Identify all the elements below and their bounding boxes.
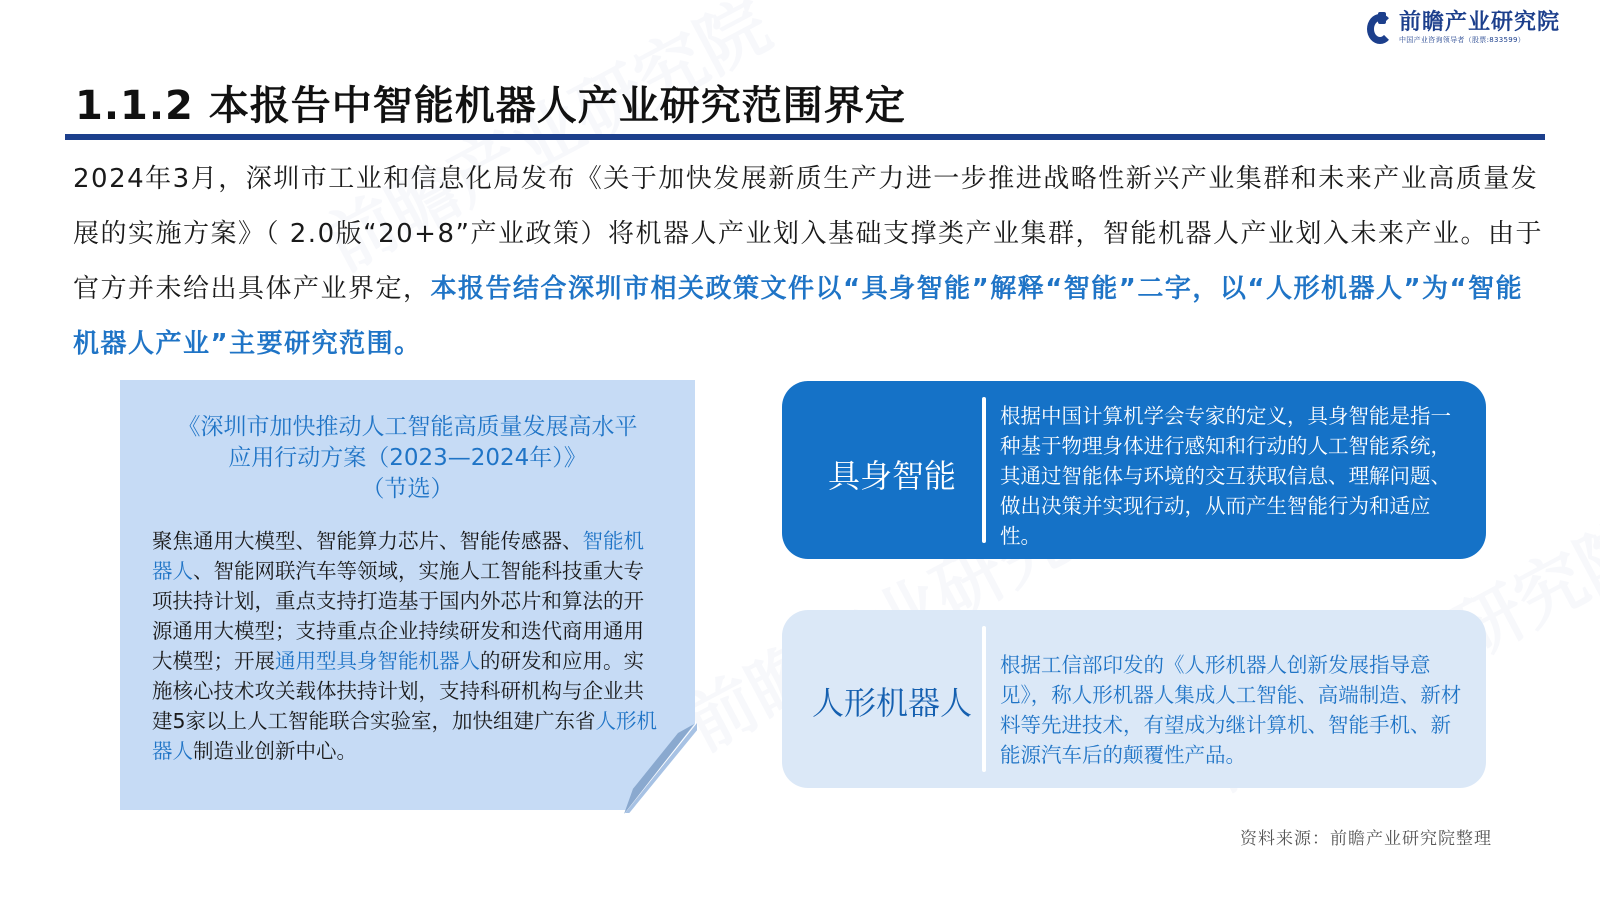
excerpt-text: 制造业创新中心。 bbox=[193, 739, 357, 763]
brand-logo bbox=[1367, 10, 1560, 46]
excerpt-highlight: 通用型具身智能机器人 bbox=[275, 649, 480, 673]
panel-divider bbox=[982, 626, 986, 772]
excerpt-text: 的研发和应用。实施核心技术攻关载体扶持计划，支持科研机构与企业共建5家以上人工智能联合实验室，加快组建广东省 bbox=[152, 649, 644, 733]
excerpt-text: 聚焦通用大模型、智能算力芯片、智能传感器、 bbox=[152, 529, 583, 553]
panel-text: 根据中国计算机学会专家的定义，具身智能是指一种基于物理身体进行感知和行动的人工智能系统，其通过智能体与环境的交互获取信息、理解问题、做出决策并实现行动，从而产生智能行为和适应性。 bbox=[1000, 404, 1451, 548]
intro-text: 2024年3月，深圳市工业和信息化局发布《关于加快发展新质生产力进一步推进战略性新兴产业集群和未来产业高质量发展的实施方案》（ 2.0版“20+8”产业政策）将机器人产业划入基础支撑类产业集群，智能机器人产业划入未来产业。由于官方并未给出具体产业界定， bbox=[73, 164, 1543, 304]
definition-panel-humanoid-robot bbox=[782, 610, 1486, 788]
panel-label: 具身智能 bbox=[827, 457, 956, 495]
page-title: 1.1.2 本报告中智能机器人产业研究范围界定 bbox=[75, 83, 906, 129]
logo-title: 前瞻产业研究院 bbox=[1398, 10, 1560, 35]
panel-label: 人形机器人 bbox=[811, 684, 972, 722]
panel-text: 根据工信部印发的《人形机器人创新发展指导意见》，称人形机器人集成人工智能、高端制造、新材料等先进技术，有望成为继计算机、智能手机、新能源汽车后的颠覆性产品。 bbox=[1000, 653, 1462, 767]
panel-divider bbox=[982, 397, 986, 543]
excerpt-text: 、智能网联汽车等领域，实施人工智能科技重大专项扶持计划，重点支持打造基于国内外芯片和算法的开源通用大模型；支持重点企业持续研发和迭代商用通用大模型；开展 bbox=[152, 559, 644, 673]
excerpt-highlight: 人形机器人 bbox=[152, 709, 658, 763]
policy-title-line: （节选） bbox=[361, 476, 454, 502]
definition-panel-embodied-ai bbox=[782, 381, 1486, 559]
policy-title-line: 《深圳市加快推动人工智能高质量发展高水平 bbox=[177, 414, 638, 440]
logo-subtitle: 中国产业咨询领导者（股票:833599） bbox=[1398, 36, 1526, 44]
intro-highlight: 本报告结合深圳市相关政策文件以“具身智能”解释“智能”二字，以“人形机器人”为“智能机器人产业”主要研究范围。 bbox=[73, 274, 1524, 359]
policy-excerpt-title bbox=[130, 412, 685, 505]
source-note: 资料来源：前瞻产业研究院整理 bbox=[1240, 829, 1492, 849]
intro-paragraph bbox=[73, 152, 1543, 372]
logo-icon bbox=[1367, 10, 1393, 46]
title-divider bbox=[65, 134, 1545, 140]
policy-excerpt-body bbox=[152, 526, 662, 766]
policy-title-line: 应用行动方案（2023—2024年）》 bbox=[228, 445, 587, 471]
excerpt-highlight: 智能机器人 bbox=[152, 529, 644, 583]
